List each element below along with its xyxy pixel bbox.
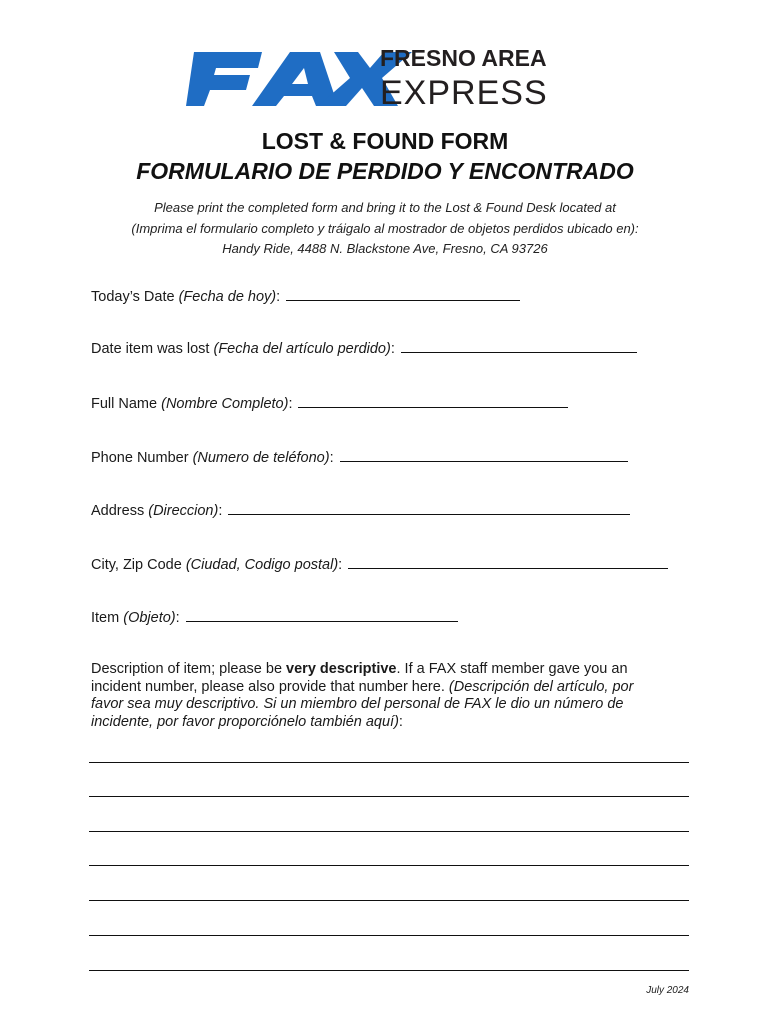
- description-text: Description of item; please be: [91, 661, 287, 677]
- field-colon: :: [288, 396, 293, 412]
- description-prompt: [91, 661, 691, 731]
- description-line-4[interactable]: [89, 865, 689, 866]
- phone-number-field: [91, 448, 628, 467]
- description-line-6[interactable]: [89, 935, 689, 936]
- date-lost-input[interactable]: [401, 339, 637, 353]
- description-emphasis: very descriptive: [286, 661, 397, 677]
- revision-date: July 2024: [646, 985, 689, 996]
- description-line: [91, 661, 691, 679]
- instructions-line: Handy Ride, 4488 N. Blackstone Ave, Fresno, CA 93726: [222, 241, 548, 256]
- description-line-7[interactable]: [89, 970, 689, 971]
- field-label-spanish: (Fecha de hoy): [178, 289, 277, 305]
- field-label-spanish: (Ciudad, Codigo postal): [185, 557, 339, 573]
- description-line-2[interactable]: [89, 796, 689, 797]
- address-input[interactable]: [228, 501, 630, 515]
- date-lost-field: [91, 339, 637, 358]
- field-label-spanish: (Nombre Completo): [161, 396, 289, 412]
- field-label: Full Name: [91, 396, 162, 412]
- field-colon: :: [218, 503, 223, 519]
- field-colon: :: [329, 450, 334, 466]
- item-field: [91, 608, 458, 627]
- form-title: LOST & FOUND FORM: [261, 128, 509, 154]
- address-field: [91, 501, 630, 520]
- description-line-1[interactable]: [89, 762, 689, 763]
- item-input[interactable]: [186, 608, 458, 622]
- field-colon: :: [276, 289, 281, 305]
- field-label: Item: [91, 610, 124, 626]
- description-colon: :: [398, 713, 403, 730]
- instructions: [0, 198, 770, 260]
- field-colon: :: [338, 557, 343, 573]
- description-line-3[interactable]: [89, 831, 689, 832]
- field-colon: :: [390, 341, 395, 357]
- field-label: Phone Number: [91, 450, 193, 466]
- description-text-spanish: (Descripción del artículo, por: [448, 678, 634, 695]
- field-colon: :: [175, 610, 180, 626]
- description-line: [91, 679, 691, 697]
- field-label-spanish: (Numero de teléfono): [192, 450, 330, 466]
- field-label-spanish: (Objeto): [123, 610, 176, 626]
- todays-date-input[interactable]: [286, 287, 520, 301]
- full-name-input[interactable]: [298, 394, 568, 408]
- instructions-line: (Imprima el formulario completo y tráigalo al mostrador de objetos perdidos ubicado en):: [131, 220, 639, 236]
- phone-number-input[interactable]: [340, 448, 628, 462]
- description-text: . If a FAX staff member gave you an: [396, 661, 628, 677]
- form-title-spanish: FORMULARIO DE PERDIDO Y ENCONTRADO: [136, 158, 634, 184]
- field-label: Address: [91, 503, 149, 519]
- description-text: incident number, please also provide that number here.: [91, 678, 449, 695]
- instructions-line: Please print the completed form and bring it to the Lost & Found Desk located at: [154, 200, 616, 215]
- field-label-spanish: (Direccion): [148, 503, 219, 519]
- full-name-field: [91, 394, 568, 413]
- field-label: Today’s Date: [91, 289, 179, 305]
- field-label: Date item was lost: [91, 341, 214, 357]
- fresno-area-express-logo: [186, 42, 598, 108]
- logo-top-text: FRESNO AREA: [380, 45, 547, 71]
- field-label: City, Zip Code: [91, 557, 186, 573]
- description-text-spanish: incidente, por favor proporciónelo también aquí): [91, 713, 399, 730]
- field-label-spanish: (Fecha del artículo perdido): [213, 341, 391, 357]
- todays-date-field: [91, 287, 520, 306]
- city-zip-field: [91, 555, 668, 574]
- description-line-5[interactable]: [89, 900, 689, 901]
- description-line: [91, 714, 691, 732]
- city-zip-input[interactable]: [348, 555, 668, 569]
- logo-bottom-text: EXPRESS: [380, 74, 548, 108]
- description-text-spanish: favor sea muy descriptivo. Si un miembro del personal de FAX le dio un número de: [91, 696, 624, 713]
